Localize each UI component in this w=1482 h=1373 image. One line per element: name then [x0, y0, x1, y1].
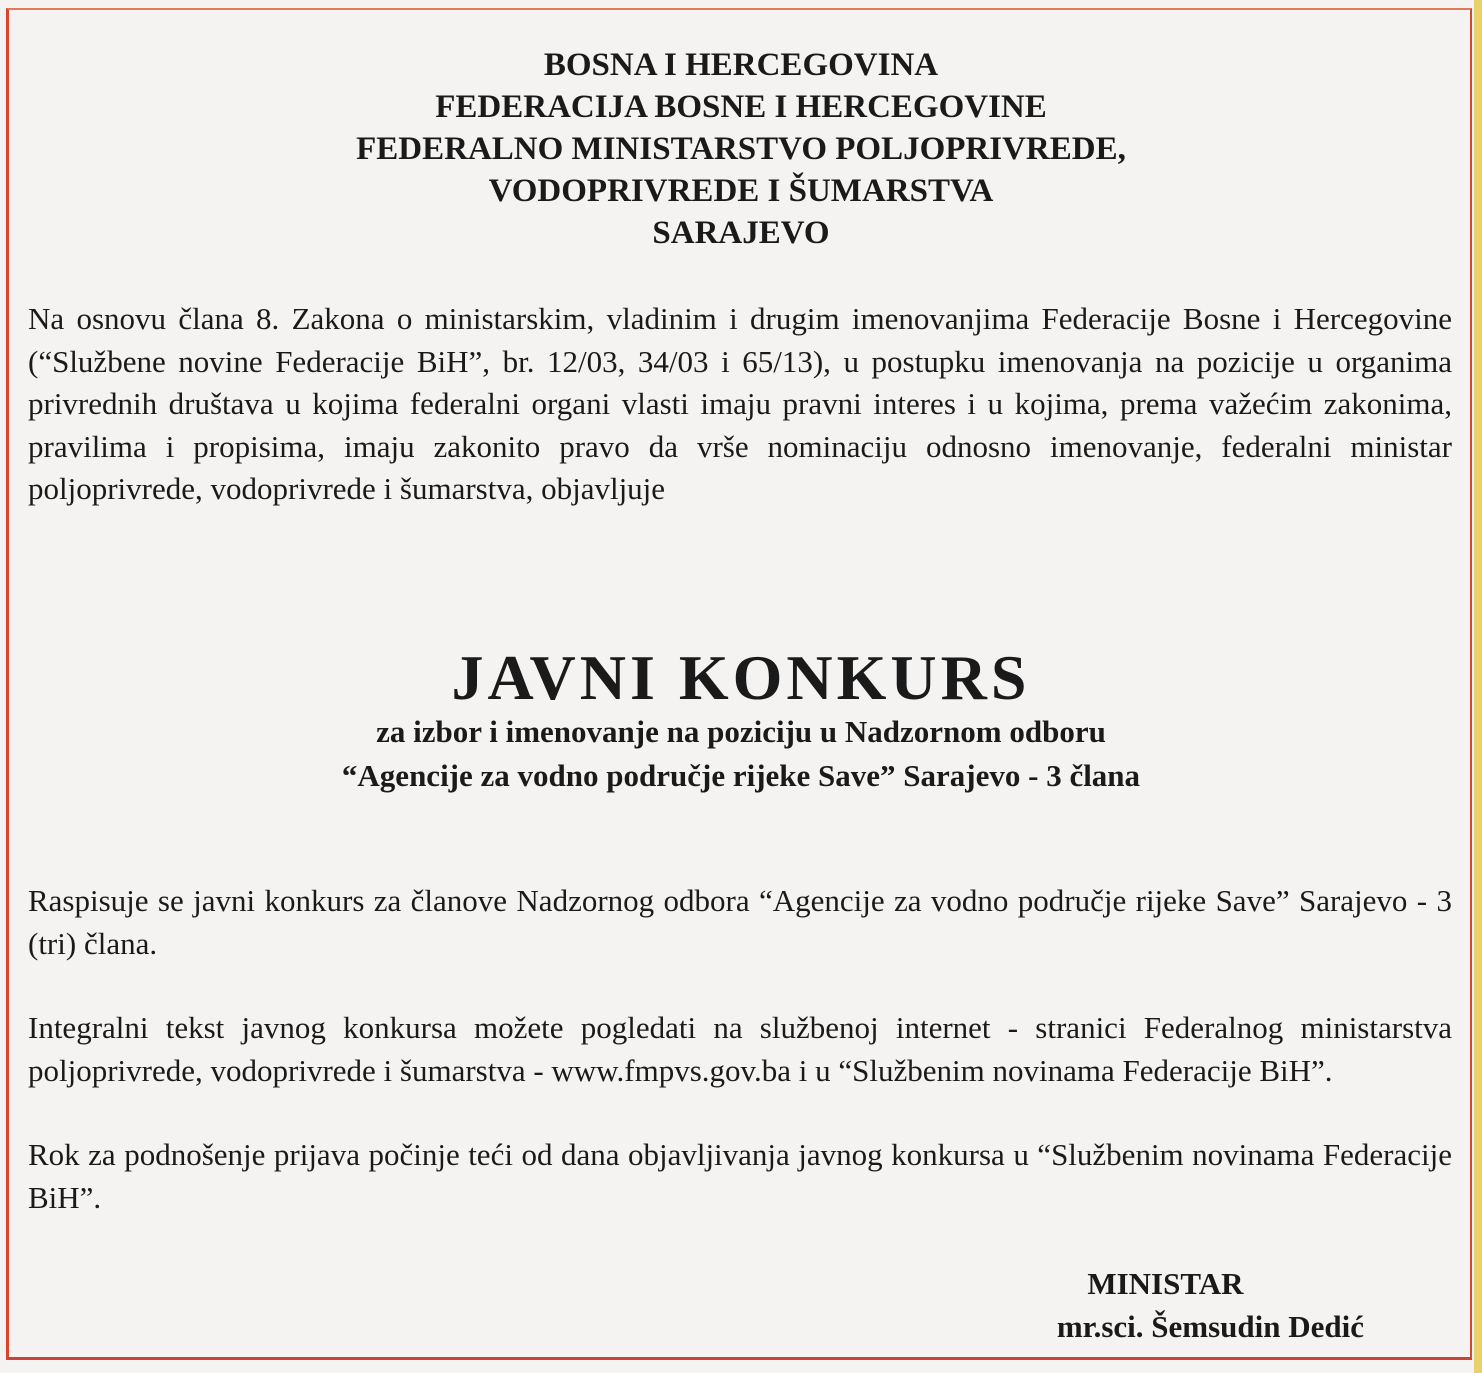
notice-title: JAVNI KONKURS — [451, 642, 1031, 713]
full-text-paragraph: Integralni tekst javnog konkursa možete pogledati na službenoj internet - stranici Federalnog ministarstva poljoprivrede, vodoprivrede i šumarstva - www.fmpvs.gov.ba i u “Službenim novinama Federacije BiH”. — [28, 1010, 1452, 1088]
header-federation: FEDERACIJA BOSNE I HERCEGOVINE — [435, 89, 1047, 125]
header-city: SARAJEVO — [652, 215, 830, 251]
signatory-name: mr.sci. Šemsudin Dedić — [1056, 1309, 1364, 1344]
header-country: BOSNA I HERCEGOVINA — [543, 47, 939, 83]
issuer-header — [0, 44, 1482, 254]
notice-subtitle — [0, 710, 1482, 798]
announcement-paragraph: Raspisuje se javni konkurs za članove Nadzornog odbora “Agencije za vodno područje rijeke Save” Sarajevo - 3 (tri) člana. — [28, 883, 1452, 961]
subtitle-line-2: “Agencije za vodno područje rijeke Save” Sarajevo - 3 člana — [341, 758, 1141, 793]
header-ministry-cont: VODOPRIVREDE I ŠUMARSTVA — [488, 173, 994, 209]
subtitle-line-1: za izbor i imenovanje na poziciju u Nadzornom odboru — [376, 714, 1106, 749]
signatory-title: MINISTAR — [1087, 1266, 1244, 1301]
legal-basis-paragraph: Na osnovu člana 8. Zakona o ministarskim, vladinim i drugim imenovanjima Federacije Bosne i Hercegovine (“Službene novine Federacije BiH”, br. 12/03, 34/03 i 65/13), u postupku imenovanja na pozicije u organima privrednih društava u kojima federalni organi vlasti imaju pravni interes i u kojima, prema važećim zakonima, pravilima i propisima, imaju zakonito pravo da vrše nominaciju odnosno imenovanje, federalni ministar poljoprivrede, vodoprivrede i šumarstva, objavljuje — [28, 301, 1452, 506]
signature-block — [1057, 1262, 1364, 1348]
header-ministry: FEDERALNO MINISTARSTVO POLJOPRIVREDE, — [356, 131, 1126, 167]
deadline-paragraph: Rok za podnošenje prijava počinje teći od dana objavljivanja javnog konkursa u “Službenim novinama Federacije BiH”. — [28, 1137, 1452, 1215]
